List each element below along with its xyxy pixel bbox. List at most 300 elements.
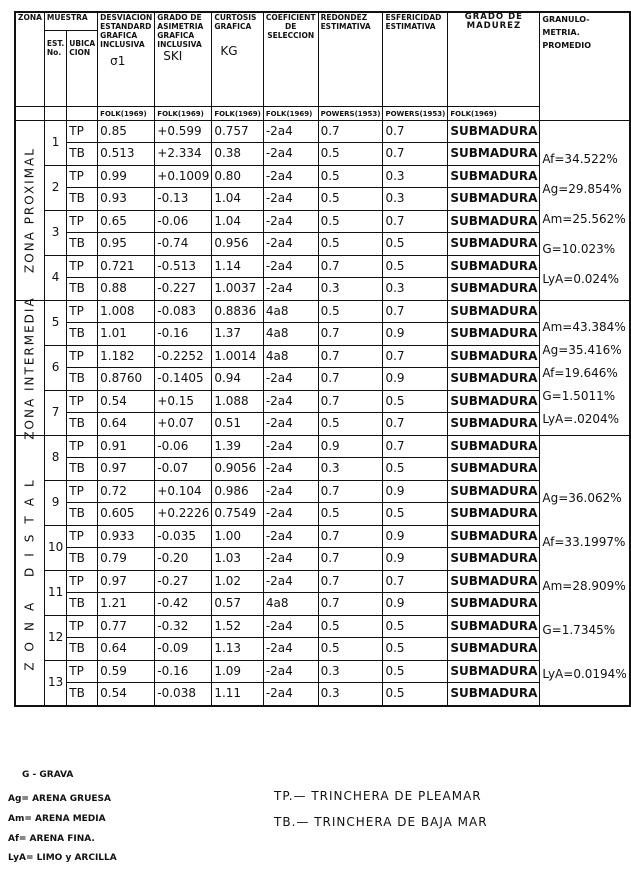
granulometria-value: LyA=0.0194% xyxy=(542,667,627,681)
cell-desviacion: 0.91 xyxy=(98,435,155,458)
ref-curtosis: FOLK(1969) xyxy=(212,106,264,120)
table-row xyxy=(15,278,630,301)
cell-coeficiente: -2a4 xyxy=(263,210,318,233)
cell-madurez: SUBMADURA xyxy=(448,525,540,548)
cell-redondez: 0.5 xyxy=(318,188,383,211)
cell-desviacion: 0.97 xyxy=(98,458,155,481)
cell-esfericidad: 0.9 xyxy=(383,323,448,346)
cell-location: TP xyxy=(67,570,98,593)
cell-madurez: SUBMADURA xyxy=(448,120,540,143)
cell-madurez: SUBMADURA xyxy=(448,368,540,391)
cell-asimetria: +0.07 xyxy=(155,413,212,436)
cell-madurez: SUBMADURA xyxy=(448,143,540,166)
cell-asimetria: +0.599 xyxy=(155,120,212,143)
cell-coeficiente: -2a4 xyxy=(263,165,318,188)
cell-redondez: 0.5 xyxy=(318,300,383,323)
cell-coeficiente: 4a8 xyxy=(263,300,318,323)
granulometria-value: G=1.7345% xyxy=(542,623,616,637)
cell-madurez: SUBMADURA xyxy=(448,390,540,413)
cell-madurez: SUBMADURA xyxy=(448,345,540,368)
station-number: 9 xyxy=(44,480,66,525)
cell-desviacion: 0.721 xyxy=(98,255,155,278)
cell-location: TP xyxy=(67,345,98,368)
cell-asimetria: -0.227 xyxy=(155,278,212,301)
cell-redondez: 0.3 xyxy=(318,278,383,301)
cell-redondez: 0.5 xyxy=(318,638,383,661)
station-number: 10 xyxy=(44,525,66,570)
table-row xyxy=(15,188,630,211)
cell-esfericidad: 0.3 xyxy=(383,165,448,188)
cell-esfericidad: 0.5 xyxy=(383,233,448,256)
zone-distal-label: ZONA DISTAL xyxy=(22,469,37,671)
cell-esfericidad: 0.5 xyxy=(383,503,448,526)
cell-redondez: 0.3 xyxy=(318,458,383,481)
cell-esfericidad: 0.7 xyxy=(383,570,448,593)
table-row xyxy=(15,525,630,548)
granulometria-proximal xyxy=(540,120,630,300)
cell-redondez: 0.9 xyxy=(318,435,383,458)
cell-redondez: 0.7 xyxy=(318,390,383,413)
cell-asimetria: +0.15 xyxy=(155,390,212,413)
cell-curtosis: 1.09 xyxy=(212,660,264,683)
cell-curtosis: 0.757 xyxy=(212,120,264,143)
cell-desviacion: 1.182 xyxy=(98,345,155,368)
ref-redondez: POWERS(1953) xyxy=(318,106,383,120)
table-row xyxy=(15,165,630,188)
header-desviacion xyxy=(98,12,155,106)
station-number: 12 xyxy=(44,615,66,660)
cell-location: TP xyxy=(67,615,98,638)
cell-redondez: 0.7 xyxy=(318,120,383,143)
granulometria-value: Af=33.1997% xyxy=(542,535,626,549)
cell-esfericidad: 0.7 xyxy=(383,120,448,143)
cell-madurez: SUBMADURA xyxy=(448,188,540,211)
granulometria-intermedia xyxy=(540,300,630,435)
granulometria-value: Am=25.562% xyxy=(542,212,626,226)
header-asimetria-symbol: SKI xyxy=(163,49,183,63)
table-row xyxy=(15,390,630,413)
cell-redondez: 0.5 xyxy=(318,615,383,638)
cell-desviacion: 0.97 xyxy=(98,570,155,593)
cell-madurez: SUBMADURA xyxy=(448,413,540,436)
cell-esfericidad: 0.9 xyxy=(383,525,448,548)
cell-desviacion: 1.008 xyxy=(98,300,155,323)
cell-coeficiente: -2a4 xyxy=(263,413,318,436)
granulometria-value: Am=28.909% xyxy=(542,579,626,593)
header-ubicacion: UBICA CION xyxy=(67,30,98,106)
cell-coeficiente: -2a4 xyxy=(263,660,318,683)
cell-desviacion: 0.54 xyxy=(98,390,155,413)
zone-intermedia xyxy=(15,295,44,440)
cell-location: TP xyxy=(67,120,98,143)
cell-location: TB xyxy=(67,503,98,526)
cell-desviacion: 0.77 xyxy=(98,615,155,638)
cell-asimetria: -0.06 xyxy=(155,435,212,458)
cell-curtosis: 0.57 xyxy=(212,593,264,616)
cell-location: TP xyxy=(67,660,98,683)
cell-curtosis: 1.13 xyxy=(212,638,264,661)
cell-location: TP xyxy=(67,165,98,188)
cell-asimetria: +0.1009 xyxy=(155,165,212,188)
table-row xyxy=(15,255,630,278)
cell-coeficiente: 4a8 xyxy=(263,345,318,368)
cell-esfericidad: 0.7 xyxy=(383,435,448,458)
granulometria-value: G=1.5011% xyxy=(542,389,616,403)
header-est-no: EST. No. xyxy=(44,30,66,106)
cell-coeficiente: -2a4 xyxy=(263,390,318,413)
cell-desviacion: 0.65 xyxy=(98,210,155,233)
cell-madurez: SUBMADURA xyxy=(448,593,540,616)
station-number: 13 xyxy=(44,660,66,706)
cell-madurez: SUBMADURA xyxy=(448,548,540,571)
cell-madurez: SUBMADURA xyxy=(448,480,540,503)
table-row xyxy=(15,413,630,436)
table-row xyxy=(15,323,630,346)
header-curtosis-symbol: KG xyxy=(220,44,238,58)
cell-asimetria: -0.74 xyxy=(155,233,212,256)
cell-coeficiente: -2a4 xyxy=(263,188,318,211)
cell-asimetria: -0.42 xyxy=(155,593,212,616)
cell-madurez: SUBMADURA xyxy=(448,503,540,526)
cell-location: TP xyxy=(67,480,98,503)
cell-location: TB xyxy=(67,593,98,616)
cell-curtosis: 0.94 xyxy=(212,368,264,391)
cell-desviacion: 0.8760 xyxy=(98,368,155,391)
ref-esfericidad: POWERS(1953) xyxy=(383,106,448,120)
cell-esfericidad: 0.9 xyxy=(383,480,448,503)
cell-location: TP xyxy=(67,525,98,548)
cell-esfericidad: 0.5 xyxy=(383,458,448,481)
cell-desviacion: 0.79 xyxy=(98,548,155,571)
zone-proximal-label: ZONA PROXIMAL xyxy=(22,147,37,273)
header-granulometria: GRANULO- METRIA. PROMEDIO xyxy=(540,12,630,120)
cell-coeficiente: -2a4 xyxy=(263,120,318,143)
cell-location: TB xyxy=(67,143,98,166)
zone-proximal xyxy=(15,120,44,300)
cell-desviacion: 0.605 xyxy=(98,503,155,526)
cell-asimetria: +0.2226 xyxy=(155,503,212,526)
table-row xyxy=(15,615,630,638)
legend-grava: G - GRAVA xyxy=(22,770,74,780)
legend-arena-gruesa: Ag= ARENA GRUESA xyxy=(8,794,111,804)
cell-curtosis: 1.52 xyxy=(212,615,264,638)
header-zona-blank xyxy=(15,106,44,120)
cell-redondez: 0.7 xyxy=(318,323,383,346)
cell-location: TB xyxy=(67,683,98,706)
cell-desviacion: 0.54 xyxy=(98,683,155,706)
cell-asimetria: -0.20 xyxy=(155,548,212,571)
legend-arena-media: Am= ARENA MEDIA xyxy=(8,814,106,824)
table-row xyxy=(15,570,630,593)
cell-madurez: SUBMADURA xyxy=(448,278,540,301)
cell-redondez: 0.5 xyxy=(318,143,383,166)
cell-curtosis: 0.51 xyxy=(212,413,264,436)
cell-location: TB xyxy=(67,323,98,346)
cell-coeficiente: -2a4 xyxy=(263,503,318,526)
cell-madurez: SUBMADURA xyxy=(448,638,540,661)
cell-location: TP xyxy=(67,255,98,278)
cell-esfericidad: 0.9 xyxy=(383,548,448,571)
cell-coeficiente: -2a4 xyxy=(263,480,318,503)
cell-esfericidad: 0.3 xyxy=(383,188,448,211)
cell-asimetria: -0.16 xyxy=(155,323,212,346)
cell-madurez: SUBMADURA xyxy=(448,660,540,683)
cell-madurez: SUBMADURA xyxy=(448,570,540,593)
cell-curtosis: 1.14 xyxy=(212,255,264,278)
header-asimetria-label: GRADO DE ASIMETRIA GRAFICA INCLUSIVA xyxy=(157,13,204,49)
cell-asimetria: -0.513 xyxy=(155,255,212,278)
header-desviacion-label: DESVIACION ESTANDARD GRAFICA INCLUSIVA xyxy=(100,13,153,49)
table-row xyxy=(15,143,630,166)
station-number: 11 xyxy=(44,570,66,615)
cell-desviacion: 0.85 xyxy=(98,120,155,143)
cell-coeficiente: -2a4 xyxy=(263,233,318,256)
cell-curtosis: 0.38 xyxy=(212,143,264,166)
station-number: 8 xyxy=(44,435,66,480)
table-row xyxy=(15,368,630,391)
cell-curtosis: 0.956 xyxy=(212,233,264,256)
cell-redondez: 0.7 xyxy=(318,368,383,391)
cell-redondez: 0.7 xyxy=(318,255,383,278)
cell-location: TB xyxy=(67,638,98,661)
header-madurez: GRADO DE MADUREZ xyxy=(448,12,540,106)
cell-esfericidad: 0.9 xyxy=(383,593,448,616)
cell-esfericidad: 0.5 xyxy=(383,683,448,706)
cell-location: TB xyxy=(67,548,98,571)
cell-esfericidad: 0.5 xyxy=(383,615,448,638)
cell-location: TB xyxy=(67,458,98,481)
cell-madurez: SUBMADURA xyxy=(448,458,540,481)
table-row xyxy=(15,593,630,616)
header-coeficiente: COEFICIENT DE SELECCION xyxy=(263,12,318,106)
header-desviacion-symbol: σ1 xyxy=(110,54,126,68)
header-muestra: MUESTRA xyxy=(44,12,97,30)
cell-location: TB xyxy=(67,188,98,211)
cell-desviacion: 0.64 xyxy=(98,413,155,436)
cell-asimetria: -0.09 xyxy=(155,638,212,661)
cell-coeficiente: -2a4 xyxy=(263,368,318,391)
cell-asimetria: -0.035 xyxy=(155,525,212,548)
cell-desviacion: 0.933 xyxy=(98,525,155,548)
cell-asimetria: -0.1405 xyxy=(155,368,212,391)
header-curtosis xyxy=(212,12,264,106)
cell-location: TP xyxy=(67,390,98,413)
cell-asimetria: -0.06 xyxy=(155,210,212,233)
table-row xyxy=(15,683,630,706)
zone-intermedia-label: ZONA INTERMEDIA xyxy=(22,295,37,440)
cell-asimetria: -0.32 xyxy=(155,615,212,638)
cell-madurez: SUBMADURA xyxy=(448,615,540,638)
cell-location: TP xyxy=(67,435,98,458)
cell-redondez: 0.5 xyxy=(318,413,383,436)
cell-location: TP xyxy=(67,210,98,233)
table-row xyxy=(15,300,630,323)
sediment-table xyxy=(14,11,631,707)
cell-redondez: 0.5 xyxy=(318,210,383,233)
ref-desviacion: FOLK(1969) xyxy=(98,106,155,120)
cell-desviacion: 0.59 xyxy=(98,660,155,683)
cell-desviacion: 0.93 xyxy=(98,188,155,211)
station-number: 3 xyxy=(44,210,66,255)
cell-coeficiente: -2a4 xyxy=(263,615,318,638)
cell-location: TP xyxy=(67,300,98,323)
cell-coeficiente: -2a4 xyxy=(263,683,318,706)
cell-esfericidad: 0.7 xyxy=(383,300,448,323)
station-number: 4 xyxy=(44,255,66,300)
cell-coeficiente: 4a8 xyxy=(263,323,318,346)
cell-esfericidad: 0.7 xyxy=(383,210,448,233)
cell-esfericidad: 0.5 xyxy=(383,390,448,413)
ref-madurez: FOLK(1969) xyxy=(448,106,540,120)
cell-coeficiente: -2a4 xyxy=(263,638,318,661)
legend-trinchera-pleamar: TP.— TRINCHERA DE PLEAMAR xyxy=(274,789,482,803)
cell-asimetria: -0.07 xyxy=(155,458,212,481)
cell-desviacion: 0.99 xyxy=(98,165,155,188)
cell-curtosis: 1.04 xyxy=(212,188,264,211)
header-redondez: REDONDEZ ESTIMATIVA xyxy=(318,12,383,106)
cell-redondez: 0.5 xyxy=(318,503,383,526)
table-row xyxy=(15,435,630,458)
cell-coeficiente: -2a4 xyxy=(263,548,318,571)
table-row xyxy=(15,210,630,233)
station-number: 2 xyxy=(44,165,66,210)
header-asimetria xyxy=(155,12,212,106)
station-number: 5 xyxy=(44,300,66,345)
granulometria-value: Am=43.384% xyxy=(542,320,626,334)
cell-asimetria: +0.104 xyxy=(155,480,212,503)
table-row xyxy=(15,638,630,661)
cell-location: TB xyxy=(67,233,98,256)
cell-coeficiente: -2a4 xyxy=(263,525,318,548)
zone-distal xyxy=(15,435,44,706)
cell-curtosis: 1.37 xyxy=(212,323,264,346)
cell-redondez: 0.7 xyxy=(318,548,383,571)
granulometria-value: Ag=29.854% xyxy=(542,182,622,196)
cell-desviacion: 1.21 xyxy=(98,593,155,616)
station-number: 6 xyxy=(44,345,66,390)
table-row xyxy=(15,503,630,526)
granulometria-value: Ag=36.062% xyxy=(542,491,622,505)
cell-asimetria: -0.038 xyxy=(155,683,212,706)
cell-redondez: 0.5 xyxy=(318,233,383,256)
cell-asimetria: -0.083 xyxy=(155,300,212,323)
cell-desviacion: 0.64 xyxy=(98,638,155,661)
cell-madurez: SUBMADURA xyxy=(448,435,540,458)
table-row xyxy=(15,345,630,368)
cell-curtosis: 1.39 xyxy=(212,435,264,458)
table-row xyxy=(15,548,630,571)
legend-arena-fina: Af= ARENA FINA. xyxy=(8,834,95,844)
cell-redondez: 0.3 xyxy=(318,660,383,683)
cell-desviacion: 0.95 xyxy=(98,233,155,256)
cell-esfericidad: 0.3 xyxy=(383,278,448,301)
cell-esfericidad: 0.7 xyxy=(383,345,448,368)
granulometria-value: LyA=0.024% xyxy=(542,272,620,286)
cell-location: TB xyxy=(67,368,98,391)
cell-madurez: SUBMADURA xyxy=(448,233,540,256)
cell-redondez: 0.7 xyxy=(318,480,383,503)
cell-coeficiente: -2a4 xyxy=(263,255,318,278)
cell-redondez: 0.3 xyxy=(318,683,383,706)
cell-esfericidad: 0.9 xyxy=(383,368,448,391)
cell-coeficiente: -2a4 xyxy=(263,278,318,301)
table-row xyxy=(15,480,630,503)
station-number: 7 xyxy=(44,390,66,435)
cell-madurez: SUBMADURA xyxy=(448,165,540,188)
cell-asimetria: -0.27 xyxy=(155,570,212,593)
cell-madurez: SUBMADURA xyxy=(448,300,540,323)
cell-redondez: 0.7 xyxy=(318,525,383,548)
cell-desviacion: 0.72 xyxy=(98,480,155,503)
cell-coeficiente: -2a4 xyxy=(263,570,318,593)
station-number: 1 xyxy=(44,120,66,165)
cell-esfericidad: 0.5 xyxy=(383,255,448,278)
header-ub-blank xyxy=(67,106,98,120)
cell-asimetria: +2.334 xyxy=(155,143,212,166)
cell-curtosis: 0.986 xyxy=(212,480,264,503)
cell-redondez: 0.7 xyxy=(318,593,383,616)
cell-coeficiente: 4a8 xyxy=(263,593,318,616)
cell-curtosis: 1.02 xyxy=(212,570,264,593)
cell-curtosis: 1.00 xyxy=(212,525,264,548)
cell-location: TB xyxy=(67,413,98,436)
cell-curtosis: 0.7549 xyxy=(212,503,264,526)
cell-curtosis: 0.9056 xyxy=(212,458,264,481)
cell-esfericidad: 0.7 xyxy=(383,143,448,166)
table-row xyxy=(15,458,630,481)
cell-curtosis: 0.8836 xyxy=(212,300,264,323)
granulometria-value: Af=34.522% xyxy=(542,152,618,166)
cell-esfericidad: 0.7 xyxy=(383,413,448,436)
cell-curtosis: 1.04 xyxy=(212,210,264,233)
granulometria-value: Ag=35.416% xyxy=(542,343,622,357)
cell-madurez: SUBMADURA xyxy=(448,683,540,706)
granulometria-value: Af=19.646% xyxy=(542,366,618,380)
cell-redondez: 0.5 xyxy=(318,165,383,188)
cell-asimetria: -0.2252 xyxy=(155,345,212,368)
cell-coeficiente: -2a4 xyxy=(263,143,318,166)
cell-madurez: SUBMADURA xyxy=(448,255,540,278)
table-row xyxy=(15,120,630,143)
legend-trinchera-bajamar: TB.— TRINCHERA DE BAJA MAR xyxy=(274,815,488,829)
cell-redondez: 0.7 xyxy=(318,570,383,593)
cell-curtosis: 1.11 xyxy=(212,683,264,706)
cell-madurez: SUBMADURA xyxy=(448,210,540,233)
cell-curtosis: 0.80 xyxy=(212,165,264,188)
cell-desviacion: 0.88 xyxy=(98,278,155,301)
granulometria-value: G=10.023% xyxy=(542,242,616,256)
granulometria-value: LyA=.0204% xyxy=(542,412,620,426)
cell-coeficiente: -2a4 xyxy=(263,435,318,458)
ref-asimetria: FOLK(1969) xyxy=(155,106,212,120)
cell-desviacion: 0.513 xyxy=(98,143,155,166)
cell-curtosis: 1.088 xyxy=(212,390,264,413)
header-curtosis-label: CURTOSIS GRAFICA xyxy=(214,13,257,31)
cell-location: TB xyxy=(67,278,98,301)
table-row xyxy=(15,660,630,683)
cell-curtosis: 1.0014 xyxy=(212,345,264,368)
header-esfericidad: ESFERICIDAD ESTIMATIVA xyxy=(383,12,448,106)
legend-limo-arcilla: LyA= LIMO y ARCILLA xyxy=(8,853,117,863)
table-row xyxy=(15,233,630,256)
header-zona: ZONA xyxy=(15,12,44,106)
cell-desviacion: 1.01 xyxy=(98,323,155,346)
cell-curtosis: 1.03 xyxy=(212,548,264,571)
cell-asimetria: -0.13 xyxy=(155,188,212,211)
cell-curtosis: 1.0037 xyxy=(212,278,264,301)
cell-madurez: SUBMADURA xyxy=(448,323,540,346)
cell-esfericidad: 0.5 xyxy=(383,638,448,661)
